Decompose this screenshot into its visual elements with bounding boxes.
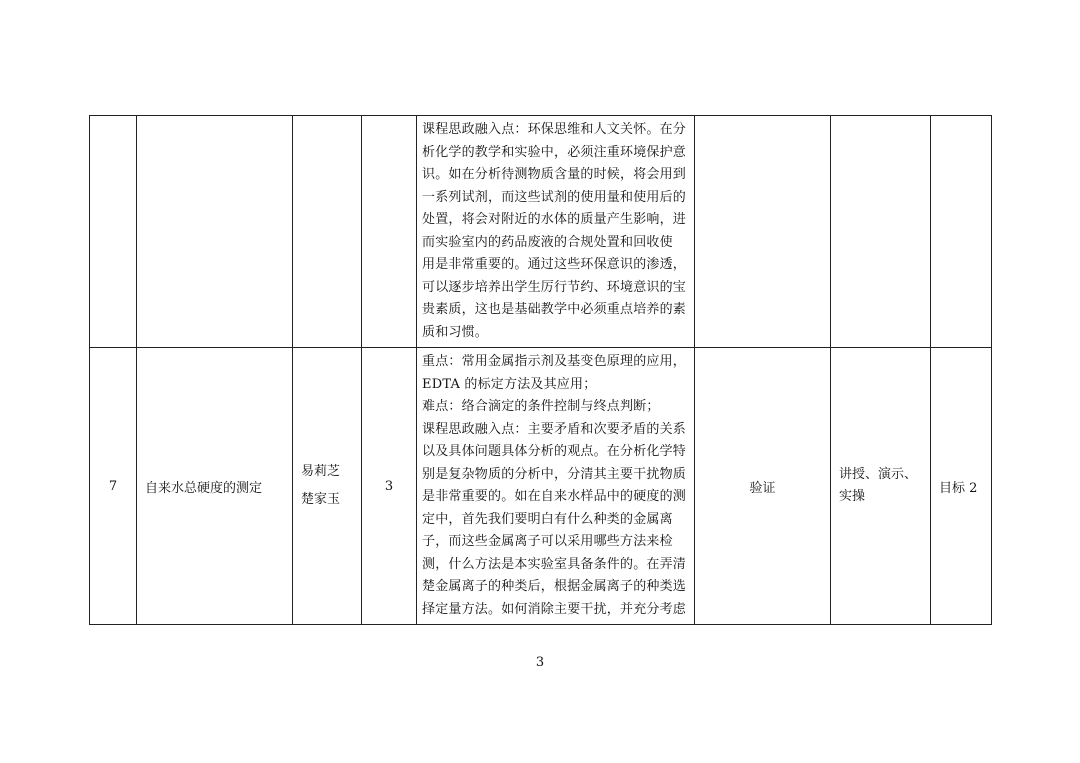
experiment-type-cell: 验证 bbox=[695, 348, 831, 625]
content-line: 用是非常重要的。通过这些环保意识的渗透， bbox=[422, 257, 687, 272]
content-line: 子，而这些金属离子可以采用哪些方法来检 bbox=[422, 534, 673, 549]
teacher-name: 楚家玉 bbox=[301, 492, 341, 507]
teacher-name: 易莉芝 bbox=[301, 464, 341, 479]
content-cell bbox=[417, 348, 695, 625]
table-row bbox=[90, 116, 992, 348]
content-line: 别是复杂物质的分析中，分清其主要干扰物质 bbox=[422, 466, 687, 482]
content-line: 重点：常用金属指示剂及基变色原理的应用， bbox=[422, 354, 687, 369]
content-line: 处置，将会对附近的水体的质量产生影响，进 bbox=[422, 212, 687, 227]
content-line: 可以逐步培养出学生厉行节约、环境意识的宝 bbox=[422, 279, 687, 295]
content-line: EDTA 的标定方法及其应用； bbox=[422, 376, 597, 392]
teaching-method-cell bbox=[831, 348, 931, 625]
content-line: 课程思政融入点：主要矛盾和次要矛盾的关系 bbox=[422, 421, 687, 437]
row-number-cell: 7 bbox=[90, 348, 137, 625]
content-line: 识。如在分析待测物质含量的时候，将会用到 bbox=[422, 167, 687, 182]
experiment-name-cell bbox=[137, 116, 293, 348]
content-line: 择定量方法。如何消除主要干扰，并充分考虑 bbox=[422, 601, 687, 617]
content-line: 而实验室内的药品废液的合规处置和回收使 bbox=[422, 234, 673, 250]
content-line: 楚金属离子的种类后，根据金属离子的种类选 bbox=[422, 579, 687, 594]
teaching-method-line: 讲授、演示、 bbox=[839, 467, 918, 482]
content-line: 贵素质，这也是基础教学中必须重点培养的素 bbox=[422, 302, 687, 317]
content-line: 质和习惯。 bbox=[422, 324, 489, 340]
table-row bbox=[90, 348, 992, 625]
goal-cell: 目标 2 bbox=[931, 348, 992, 625]
content-line: 是非常重要的。如在自来水样品中的硬度的测 bbox=[422, 489, 687, 504]
teacher-cell bbox=[293, 116, 362, 348]
goal-cell bbox=[931, 116, 992, 348]
content-line: 以及具体问题具体分析的观点。在分析化学特 bbox=[422, 444, 687, 459]
content-line: 测，什么方法是本实验室具备条件的。在弄清 bbox=[422, 556, 687, 572]
hours-cell: 3 bbox=[362, 348, 417, 625]
course-schedule-table bbox=[89, 115, 992, 625]
content-line: 难点：络合滴定的条件控制与终点判断； bbox=[422, 399, 660, 414]
teacher-cell bbox=[293, 348, 362, 625]
teaching-method-cell bbox=[831, 116, 931, 348]
hours-cell bbox=[362, 116, 417, 348]
content-cell bbox=[417, 116, 695, 348]
content-line: 析化学的教学和实验中，必须注重环境保护意 bbox=[422, 144, 687, 160]
content-line: 定中，首先我们要明白有什么种类的金属离 bbox=[422, 511, 673, 527]
page-number: 3 bbox=[535, 655, 545, 670]
experiment-name-cell: 自来水总硬度的测定 bbox=[137, 348, 293, 625]
row-number-cell bbox=[90, 116, 137, 348]
content-line: 一系列试剂，而这些试剂的使用量和使用后的 bbox=[422, 189, 687, 205]
content-line: 课程思政融入点：环保思维和人文关怀。在分 bbox=[422, 122, 687, 137]
teaching-method-line: 实操 bbox=[839, 489, 866, 504]
experiment-type-cell bbox=[695, 116, 831, 348]
